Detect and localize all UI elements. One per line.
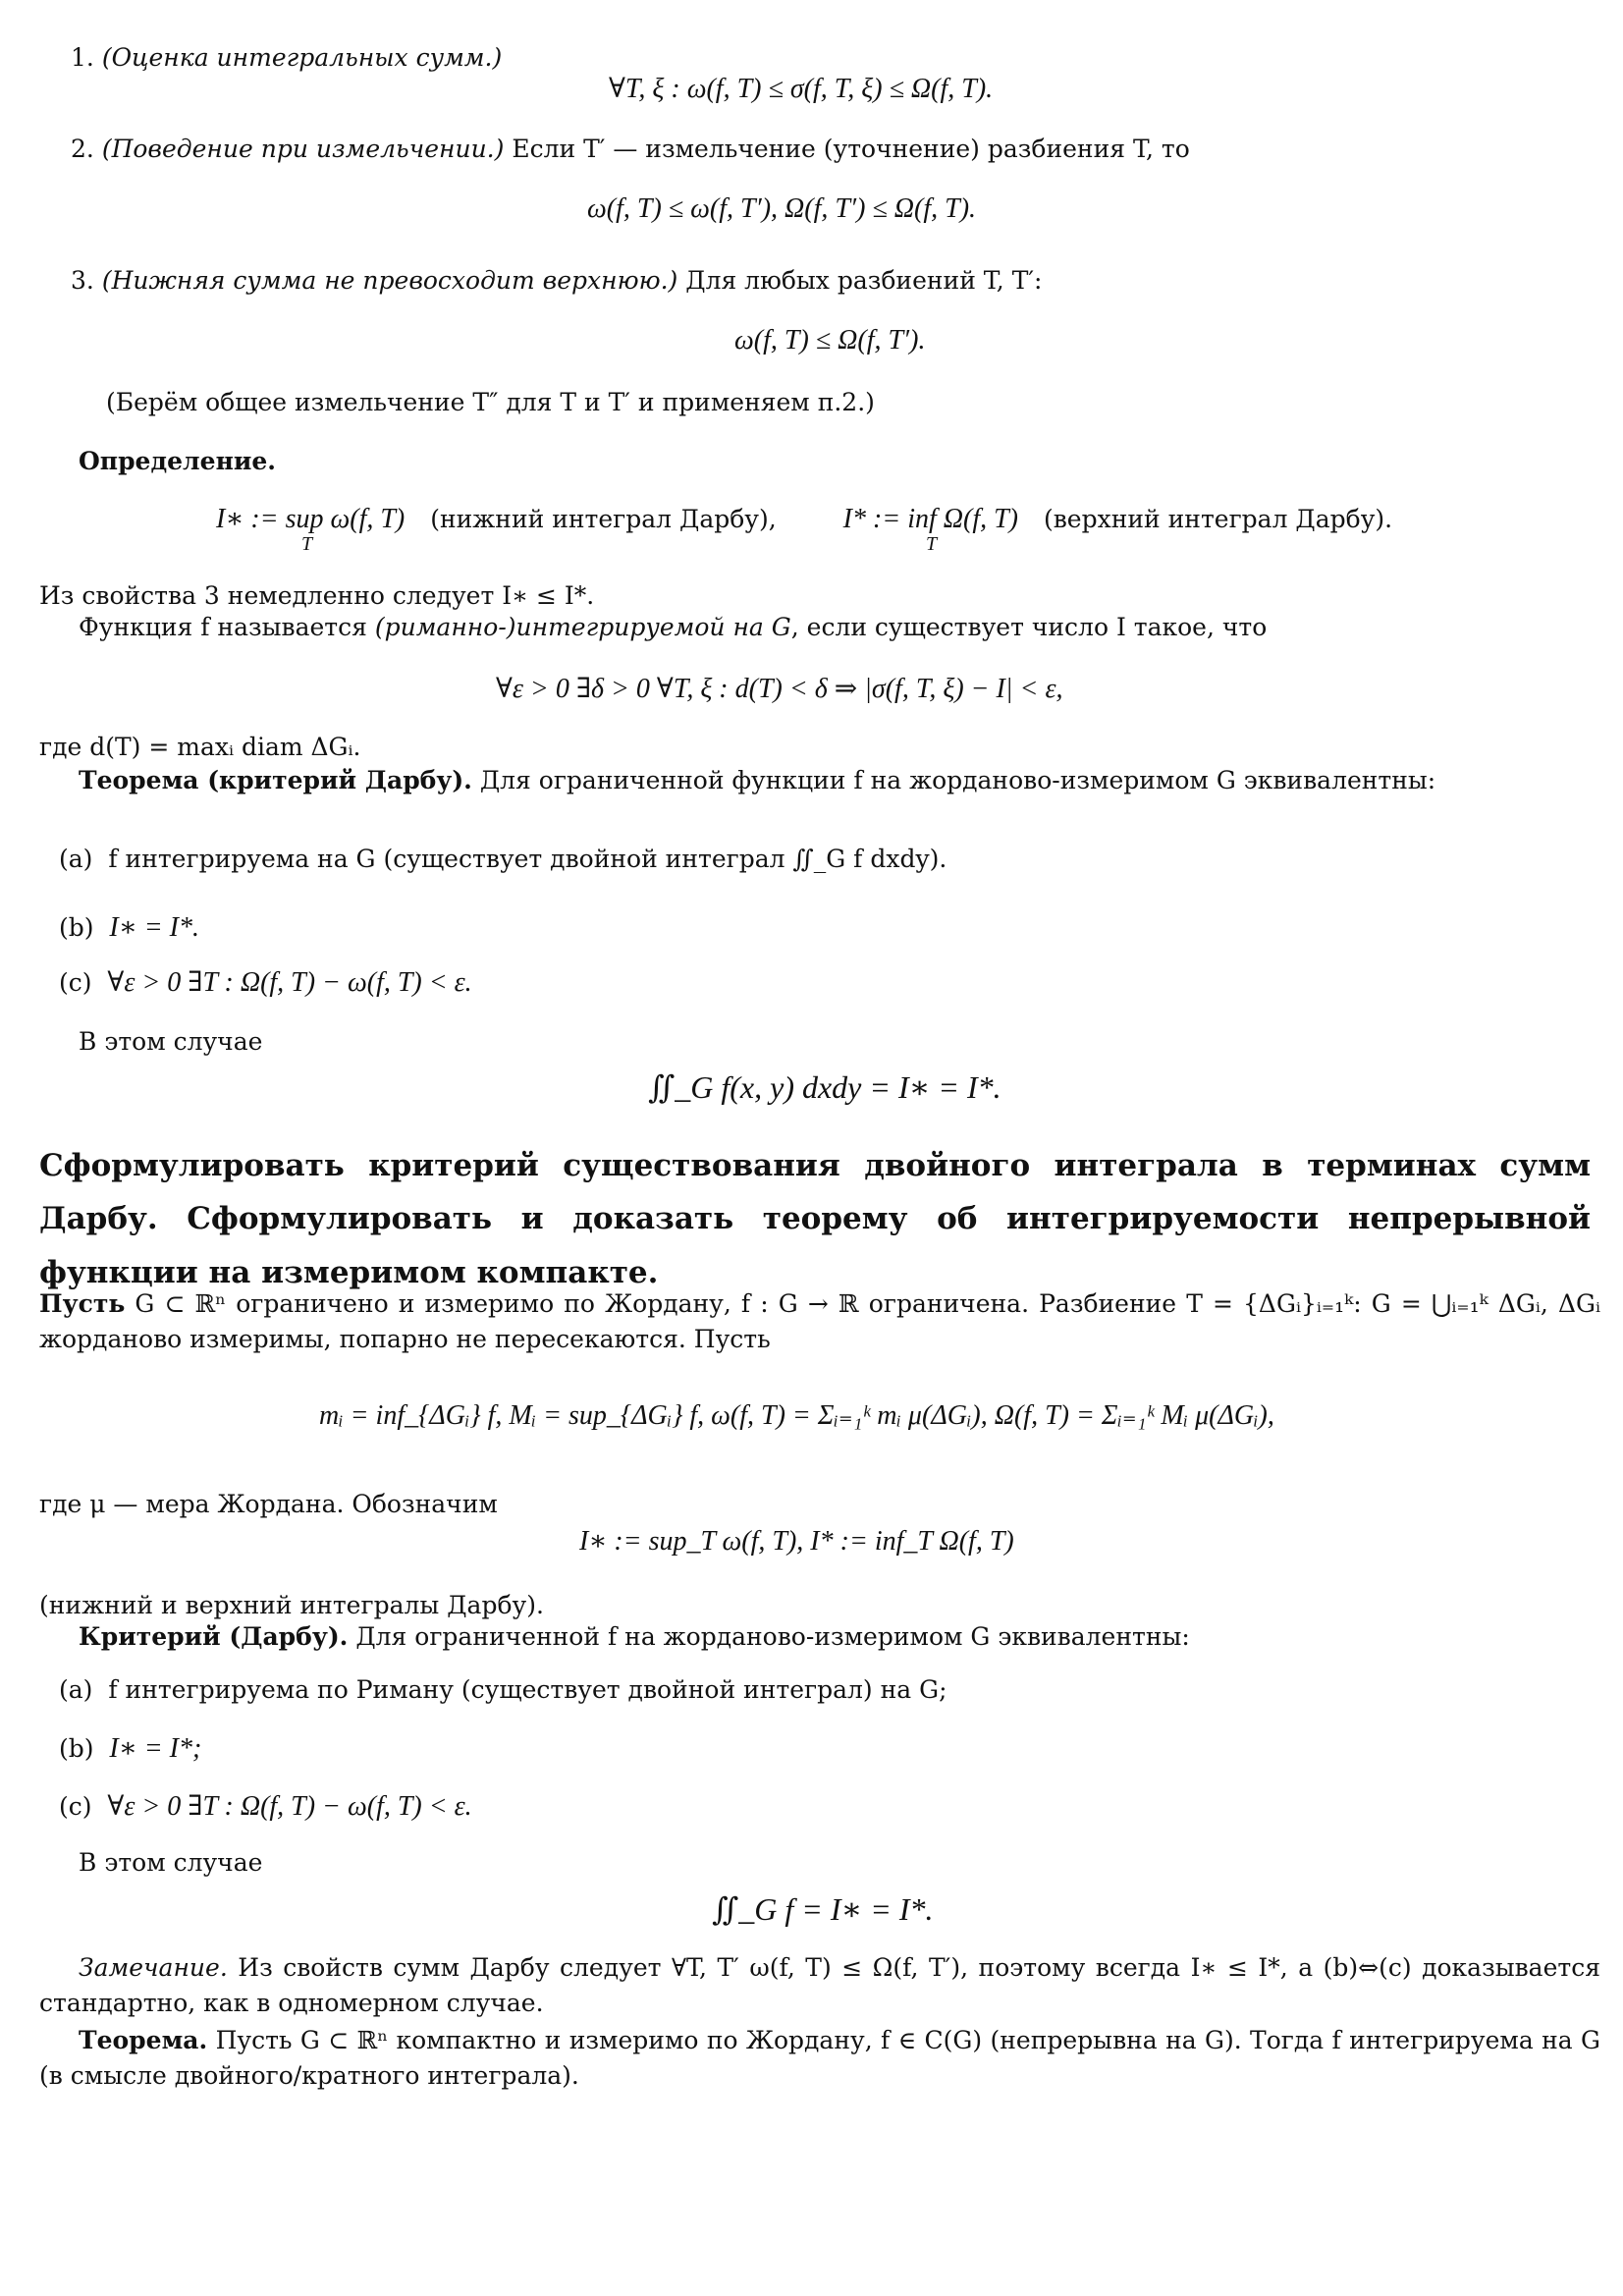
darboux-integrals-note: (нижний и верхний интегралы Дарбу). xyxy=(39,1591,544,1619)
inf-subscript: T xyxy=(926,533,938,555)
property-title: (Поведение при измельчении.) xyxy=(101,135,505,163)
upper-note: (верхний интеграл Дарбу). xyxy=(1043,505,1393,533)
setup-text: G ⊂ ℝⁿ ограничено и измеримо по Жордану, f : G → ℝ ограничена. Разбиение T = {ΔGᵢ}ᵢ₌₁ᵏ: G = ⋃ᵢ₌₁ᵏ ΔGᵢ, ΔGᵢ жорданово измеримы, попарно не пересекаются. Пусть xyxy=(39,1289,1600,1354)
integrability-formula: ∀ε > 0 ∃δ > 0 ∀T, ξ : d(T) < δ ⇒ |σ(f, T, ξ) − I| < ε, xyxy=(496,674,1063,704)
item-text: I∗ = I*; xyxy=(109,1733,202,1764)
property-number: 1. xyxy=(71,43,94,72)
theorem-item-a xyxy=(59,845,947,874)
setup-label: Пусть xyxy=(39,1289,126,1318)
item-label: (b) xyxy=(59,1734,94,1763)
integral-formula: ∬_G f = I∗ = I*. xyxy=(712,1891,934,1927)
integrable-definition xyxy=(79,613,1267,642)
property-text: Для любых разбиений T, T′: xyxy=(677,266,1043,295)
property-1-formula: ∀T, ξ : ω(f, T) ≤ σ(f, T, ξ) ≤ Ω(f, T). xyxy=(609,74,994,104)
case-text: В этом случае xyxy=(79,1848,263,1877)
term: (риманно-)интегрируемой на G xyxy=(374,613,791,641)
property-title: (Оценка интегральных сумм.) xyxy=(101,43,503,72)
property-text: Если T′ — измельчение (уточнение) разбиения T, то xyxy=(504,135,1190,163)
text: , если существует число I такое, что xyxy=(790,613,1268,641)
criterion-item-c xyxy=(59,1790,472,1824)
theorem-darboux xyxy=(79,766,1435,795)
theorem-text: Для ограниченной функции f на жорданово-измеримом G эквивалентны: xyxy=(471,766,1436,794)
property-3 xyxy=(71,266,1042,296)
definition-formula xyxy=(216,503,1392,536)
case-text: В этом случае xyxy=(79,1027,263,1056)
property-2 xyxy=(71,135,1190,164)
jordan-measure-text: где μ — мера Жордана. Обозначим xyxy=(39,1490,498,1518)
item-label: (a) xyxy=(59,1675,93,1704)
item-label: (a) xyxy=(59,845,93,873)
theorem-text: Пусть G ⊂ ℝⁿ компактно и измеримо по Жордану, f ∈ C(G) (непрерывна на G). Тогда f интегрируема на G (в смысле двойного/кратного интеграла). xyxy=(39,2026,1600,2091)
item-label: (b) xyxy=(59,913,94,942)
theorem-item-c xyxy=(59,966,472,1000)
item-text: f интегрируема на G (существует двойной интеграл ∬_G f dxdy). xyxy=(108,845,947,873)
criterion-text: Для ограниченной f на жорданово-измеримом G эквивалентны: xyxy=(348,1622,1190,1651)
property-3-formula: ω(f, T) ≤ Ω(f, T′). xyxy=(734,325,926,355)
criterion-item-b xyxy=(59,1732,201,1766)
upper-darboux: I* := inf Ω(f, T) xyxy=(842,504,1019,534)
definition-label: Определение. xyxy=(79,447,277,475)
theorem-label: Теорема. xyxy=(79,2026,208,2054)
sup-subscript: T xyxy=(301,533,313,555)
property-3-note: (Берём общее измельчение T″ для T и T′ и применяем п.2.) xyxy=(106,388,875,416)
remark-paragraph xyxy=(39,1950,1600,2022)
item-label: (c) xyxy=(59,968,92,997)
property-1 xyxy=(71,43,502,73)
criterion-item-a xyxy=(59,1675,947,1705)
text: Функция f называется xyxy=(79,613,375,641)
item-text: f интегрируема по Риману (существует двойной интеграл) на G; xyxy=(108,1675,947,1704)
item-text: ∀ε > 0 ∃T : Ω(f, T) − ω(f, T) < ε. xyxy=(107,967,472,998)
item-text: ∀ε > 0 ∃T : Ω(f, T) − ω(f, T) < ε. xyxy=(107,1791,472,1822)
criterion-darboux xyxy=(79,1622,1190,1652)
darboux-integrals-formula: I∗ := sup_T ω(f, T), I* := inf_T Ω(f, T) xyxy=(579,1526,1014,1557)
theorem-continuous xyxy=(39,2023,1600,2095)
theorem-item-b xyxy=(59,911,199,945)
property-2-formula: ω(f, T) ≤ ω(f, T′), Ω(f, T′) ≤ Ω(f, T). xyxy=(587,193,977,224)
integral-formula: ∬_G f(x, y) dxdy = I∗ = I*. xyxy=(648,1069,1001,1105)
theorem-label: Теорема (критерий Дарбу). xyxy=(79,766,472,794)
remark-label: Замечание. xyxy=(79,1953,228,1982)
property-number: 2. xyxy=(71,135,94,163)
section-heading: Сформулировать критерий существования двойного интеграла в терминах сумм Дарбу. Сформулировать и доказать теорему об интегрируемости непрерывной функции на измеримом компакте. xyxy=(39,1148,1591,1290)
criterion-label: Критерий (Дарбу). xyxy=(79,1622,349,1651)
item-text: I∗ = I*. xyxy=(109,912,199,943)
remark-text: Из свойств сумм Дарбу следует ∀T, T′ ω(f, T) ≤ Ω(f, T′), поэтому всегда I∗ ≤ I*, а (b)⇔(c) доказывается стандартно, как в одномерном случае. xyxy=(39,1953,1600,2018)
consequence: Из свойства 3 немедленно следует I∗ ≤ I*. xyxy=(39,581,595,610)
item-label: (c) xyxy=(59,1792,92,1821)
mesh-definition: где d(T) = maxᵢ diam ΔGᵢ. xyxy=(39,733,361,761)
setup-paragraph xyxy=(39,1286,1600,1358)
darboux-sums-formula: mᵢ = inf_{ΔGᵢ} f, Mᵢ = sup_{ΔGᵢ} f, ω(f, T) = Σᵢ₌₁ᵏ mᵢ μ(ΔGᵢ), Ω(f, T) = Σᵢ₌₁ᵏ Mᵢ μ(ΔGᵢ), xyxy=(319,1400,1274,1431)
property-title: (Нижняя сумма не превосходит верхнюю.) xyxy=(101,266,678,295)
lower-darboux: I∗ := sup ω(f, T) xyxy=(216,504,406,534)
lower-note: (нижний интеграл Дарбу), xyxy=(430,505,777,533)
property-number: 3. xyxy=(71,266,94,295)
